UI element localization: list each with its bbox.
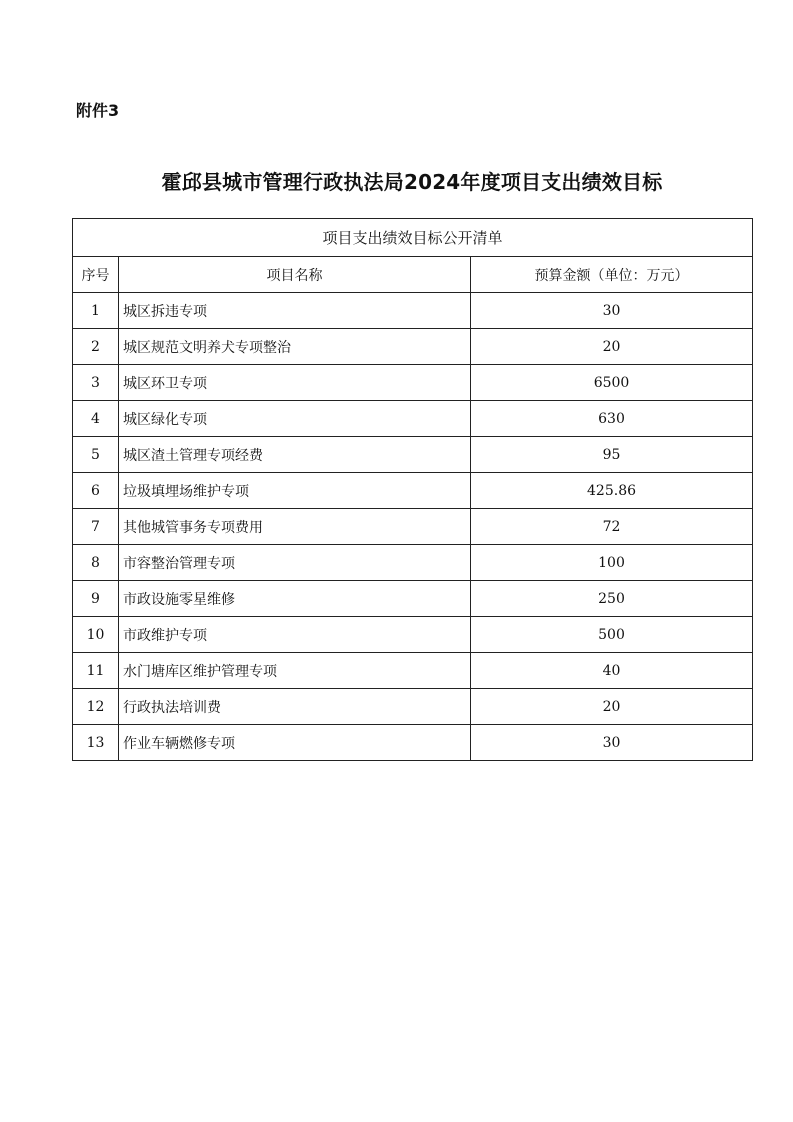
table-row — [73, 293, 753, 329]
table-row — [73, 689, 753, 725]
row-project-name: 垃圾填埋场维护专项 — [119, 473, 471, 509]
row-project-name: 作业车辆燃修专项 — [119, 725, 471, 761]
row-project-name: 市政维护专项 — [119, 617, 471, 653]
table-row — [73, 725, 753, 761]
row-budget: 500 — [471, 617, 753, 653]
row-number: 7 — [73, 509, 119, 545]
table-caption: 项目支出绩效目标公开清单 — [73, 219, 753, 257]
row-budget: 30 — [471, 293, 753, 329]
row-number: 4 — [73, 401, 119, 437]
budget-table — [72, 218, 753, 761]
page-title: 霍邱县城市管理行政执法局2024年度项目支出绩效目标 — [161, 170, 663, 194]
row-budget: 20 — [471, 329, 753, 365]
row-project-name: 城区环卫专项 — [119, 365, 471, 401]
table-row — [73, 365, 753, 401]
row-number: 11 — [73, 653, 119, 689]
column-header-name: 项目名称 — [119, 257, 471, 293]
row-number: 6 — [73, 473, 119, 509]
row-number: 8 — [73, 545, 119, 581]
row-number: 10 — [73, 617, 119, 653]
column-header-budget: 预算金额（单位：万元） — [471, 257, 753, 293]
row-number: 13 — [73, 725, 119, 761]
row-number: 3 — [73, 365, 119, 401]
table-row — [73, 509, 753, 545]
table-row — [73, 545, 753, 581]
table-caption-row — [73, 219, 753, 257]
row-budget: 95 — [471, 437, 753, 473]
row-budget: 40 — [471, 653, 753, 689]
column-header-no: 序号 — [73, 257, 119, 293]
row-project-name: 城区规范文明养犬专项整治 — [119, 329, 471, 365]
row-budget: 30 — [471, 725, 753, 761]
table-row — [73, 473, 753, 509]
row-number: 5 — [73, 437, 119, 473]
table-row — [73, 581, 753, 617]
row-budget: 425.86 — [471, 473, 753, 509]
row-project-name: 行政执法培训费 — [119, 689, 471, 725]
attachment-label: 附件3 — [76, 101, 120, 120]
row-project-name: 市政设施零星维修 — [119, 581, 471, 617]
row-budget: 250 — [471, 581, 753, 617]
row-budget: 630 — [471, 401, 753, 437]
row-number: 1 — [73, 293, 119, 329]
row-budget: 72 — [471, 509, 753, 545]
row-project-name: 其他城管事务专项费用 — [119, 509, 471, 545]
row-budget: 20 — [471, 689, 753, 725]
row-budget: 100 — [471, 545, 753, 581]
table-row — [73, 329, 753, 365]
table-row — [73, 653, 753, 689]
row-project-name: 城区拆违专项 — [119, 293, 471, 329]
row-project-name: 水门塘库区维护管理专项 — [119, 653, 471, 689]
row-project-name: 城区绿化专项 — [119, 401, 471, 437]
row-number: 9 — [73, 581, 119, 617]
row-project-name: 城区渣土管理专项经费 — [119, 437, 471, 473]
table-row — [73, 437, 753, 473]
table-row — [73, 401, 753, 437]
row-number: 12 — [73, 689, 119, 725]
row-number: 2 — [73, 329, 119, 365]
table-row — [73, 617, 753, 653]
row-budget: 6500 — [471, 365, 753, 401]
table-header-row — [73, 257, 753, 293]
row-project-name: 市容整治管理专项 — [119, 545, 471, 581]
